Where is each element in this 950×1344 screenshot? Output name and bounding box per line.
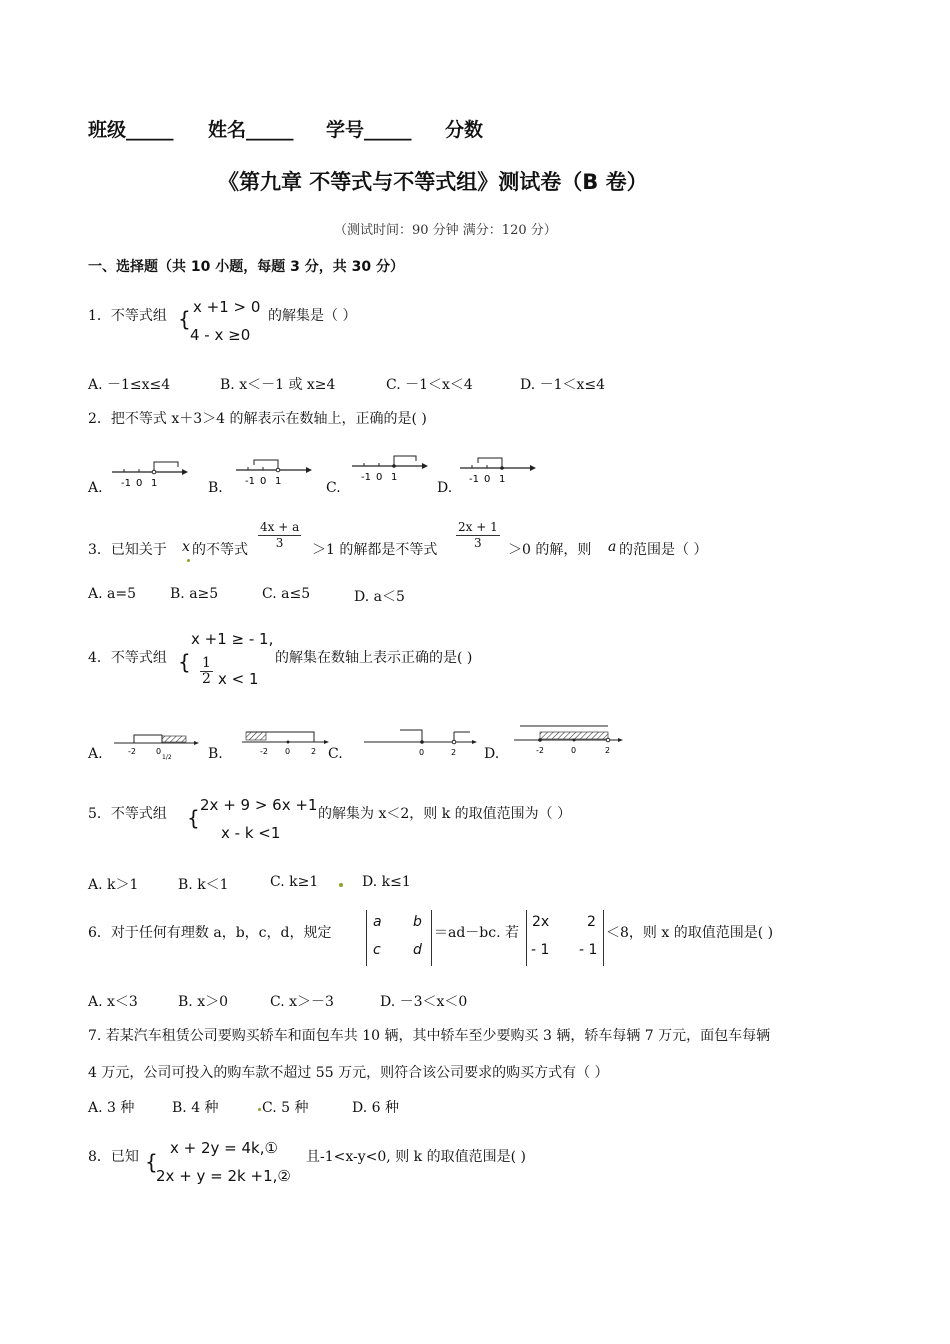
q3-option-b: B. a≥5: [170, 586, 219, 602]
q1-option-a: A. －1≤x≤4: [88, 377, 171, 393]
q4d-tick-2: 2: [605, 746, 611, 755]
q3-option-c: C. a≤5: [262, 586, 311, 602]
score-label: 分数: [445, 119, 484, 141]
q1-eq2: 4 - x ≥0: [190, 326, 251, 344]
q4c-tick-2: 2: [451, 748, 457, 757]
q7-option-b: B. 4 种: [172, 1100, 219, 1116]
q3-mid2: ＞1 的解都是不等式: [312, 542, 438, 558]
q7-line1: 7. 若某汽车租赁公司要购买轿车和面包车共 10 辆，其中轿车至少要购买 3 辆，轿车每辆 7 万元，面包车每辆: [88, 1028, 771, 1044]
q2a-tick-n1: -1: [121, 478, 131, 489]
q4-option-b: B.: [208, 746, 223, 762]
q8-eq2: 2x + y = 2k +1,②: [156, 1167, 291, 1185]
q5-option-d: D. k≤1: [362, 874, 411, 890]
q6-det1-d: d: [413, 942, 422, 958]
q2c-tick-1: 1: [391, 472, 398, 483]
q3-suffix: 的范围是（ ）: [619, 542, 708, 558]
q3-frac2-den: 3: [474, 536, 482, 550]
q2-option-c: C.: [326, 480, 341, 496]
q2-numberline-a: [110, 458, 188, 490]
q3-frac2: [456, 520, 500, 551]
q4-numberline-d: [512, 722, 624, 756]
q4b-tick-n2: -2: [260, 747, 268, 756]
q6-det2-b: 2: [587, 914, 596, 930]
q4d-tick-0: 0: [571, 746, 577, 755]
q6-det2-c: - 1: [531, 942, 550, 958]
q8-eq1: x + 2y = 4k,①: [170, 1139, 278, 1157]
q4-option-a: A.: [88, 746, 103, 762]
q2b-tick-1: 1: [275, 476, 282, 487]
class-label: 班级_____: [88, 119, 174, 141]
q6-det1-b: b: [413, 914, 422, 930]
q3-frac1: [258, 520, 301, 551]
q3-var-a: a: [608, 539, 617, 555]
q4b-tick-2: 2: [311, 747, 317, 756]
q2d-tick-0: 0: [484, 474, 491, 485]
q4a-tick-half: 1/2: [162, 754, 172, 760]
q3-option-a: A. a=5: [88, 586, 136, 602]
q6-option-c: C. x＞－3: [270, 994, 334, 1010]
q2-numberline-d: [458, 454, 536, 486]
q2c-tick-0: 0: [376, 472, 383, 483]
q5-option-b: B. k＜1: [178, 877, 229, 893]
q1-option-b: B. x＜－1 或 x≥4: [220, 377, 336, 393]
q8-prefix: 8．已知: [88, 1149, 139, 1165]
q1-prefix: 1．不等式组: [88, 308, 167, 324]
q3-frac1-den: 3: [275, 536, 284, 550]
q2a-tick-0: 0: [136, 478, 143, 489]
q4a-tick-0: 0: [156, 747, 162, 756]
q4-prefix: 4．不等式组: [88, 650, 167, 666]
green-mark: [187, 559, 190, 562]
q7-option-d: D. 6 种: [352, 1100, 399, 1116]
q6-det2-d: - 1: [579, 942, 598, 958]
q2-option-a: A.: [88, 480, 103, 496]
q3-frac2-num: 2x + 1: [458, 520, 498, 534]
q7-line2: 4 万元，公司可投入的购车款不超过 55 万元，则符合该公司要求的购买方式有（ ）: [88, 1065, 609, 1081]
q8-brace: {: [145, 1150, 158, 1174]
green-mark: [258, 1108, 261, 1111]
q5-eq1: 2x + 9 > 6x +1: [200, 796, 318, 814]
q4a-tick-n2: -2: [128, 747, 136, 756]
q1-brace: {: [178, 307, 191, 331]
q6-suffix: ＜8，则 x 的取值范围是( ): [606, 925, 774, 941]
q1-option-c: C. －1＜x＜4: [386, 377, 473, 393]
q4c-tick-0: 0: [419, 748, 425, 757]
q4-numberline-a: [112, 732, 200, 760]
q2-option-d: D.: [437, 480, 453, 496]
q7-option-c: C. 5 种: [262, 1100, 309, 1116]
q4-numberline-b: [240, 726, 330, 756]
q4b-tick-0: 0: [285, 747, 291, 756]
q4-option-c: C.: [328, 746, 343, 762]
student-id-label: 学号_____: [326, 119, 412, 141]
q4-frac-den: 2: [202, 671, 211, 687]
page-subtitle: （测试时间：90 分钟 满分：120 分）: [334, 223, 557, 238]
q5-brace: {: [187, 806, 200, 830]
page-title: 《第九章 不等式与不等式组》测试卷（B 卷）: [218, 170, 648, 194]
q8-suffix: 且-1<x-y<0, 则 k 的取值范围是( ): [306, 1149, 526, 1165]
q3-mid1: 的不等式: [192, 542, 248, 558]
q6-det2-a: 2x: [532, 914, 550, 930]
q4-suffix: 的解集在数轴上表示正确的是( ): [275, 650, 473, 666]
q3-mid3: ＞0 的解，则: [508, 542, 592, 558]
q6-option-a: A. x＜3: [88, 994, 138, 1010]
q4-eq2-frac: [200, 656, 213, 687]
q5-option-c: C. k≥1: [270, 874, 319, 890]
q5-option-a: A. k＞1: [88, 877, 139, 893]
q1-option-d: D. －1＜x≤4: [520, 377, 606, 393]
name-label: 姓名_____: [208, 119, 294, 141]
q1-eq1: x +1 > 0: [193, 298, 261, 316]
q2d-tick-n1: -1: [469, 474, 479, 485]
q2a-tick-1: 1: [151, 478, 158, 489]
q2-numberline-c: [350, 452, 428, 484]
q4d-tick-n2: -2: [536, 746, 544, 755]
q7-option-a: A. 3 种: [88, 1100, 135, 1116]
q2d-tick-1: 1: [499, 474, 506, 485]
q6-det1-c: c: [373, 942, 381, 958]
q2b-tick-0: 0: [260, 476, 267, 487]
q5-eq2: x - k <1: [221, 824, 281, 842]
q6-det2: [526, 910, 604, 966]
q2-option-b: B.: [208, 480, 223, 496]
q3-option-d: D. a＜5: [354, 589, 405, 605]
green-mark: [339, 883, 343, 887]
q4-frac-num: 1: [202, 655, 211, 671]
q6-option-b: B. x＞0: [178, 994, 228, 1010]
q3-prefix: 3．已知关于: [88, 542, 167, 558]
q4-brace: {: [178, 650, 191, 674]
q3-var-x: x: [182, 539, 190, 555]
q5-prefix: 5．不等式组: [88, 806, 167, 822]
q6-det1-a: a: [373, 914, 382, 930]
q4-eq1: x +1 ≥ - 1,: [191, 630, 274, 648]
q6-option-d: D. －3＜x＜0: [380, 994, 468, 1010]
q2b-tick-n1: -1: [245, 476, 255, 487]
q4-option-d: D.: [484, 746, 500, 762]
q5-mid: 的解集为 x＜2，则 k 的取值范围为（ ）: [318, 806, 572, 822]
q1-suffix: 的解集是（ ）: [268, 308, 357, 324]
q2-numberline-b: [234, 456, 312, 488]
q4-eq2: x < 1: [218, 670, 259, 688]
q3-frac1-num: 4x + a: [260, 520, 300, 534]
q4-numberline-c: [360, 726, 480, 758]
q2c-tick-n1: -1: [361, 472, 371, 483]
q2-text: 2．把不等式 x＋3＞4 的解表示在数轴上，正确的是( ): [88, 411, 427, 427]
section-heading: 一、选择题（共 10 小题，每题 3 分，共 30 分）: [88, 259, 404, 275]
q6-mid: ＝ad－bc. 若: [434, 925, 520, 941]
q6-det1: [366, 910, 432, 966]
q6-prefix: 6．对于任何有理数 a，b，c，d，规定: [88, 925, 332, 941]
